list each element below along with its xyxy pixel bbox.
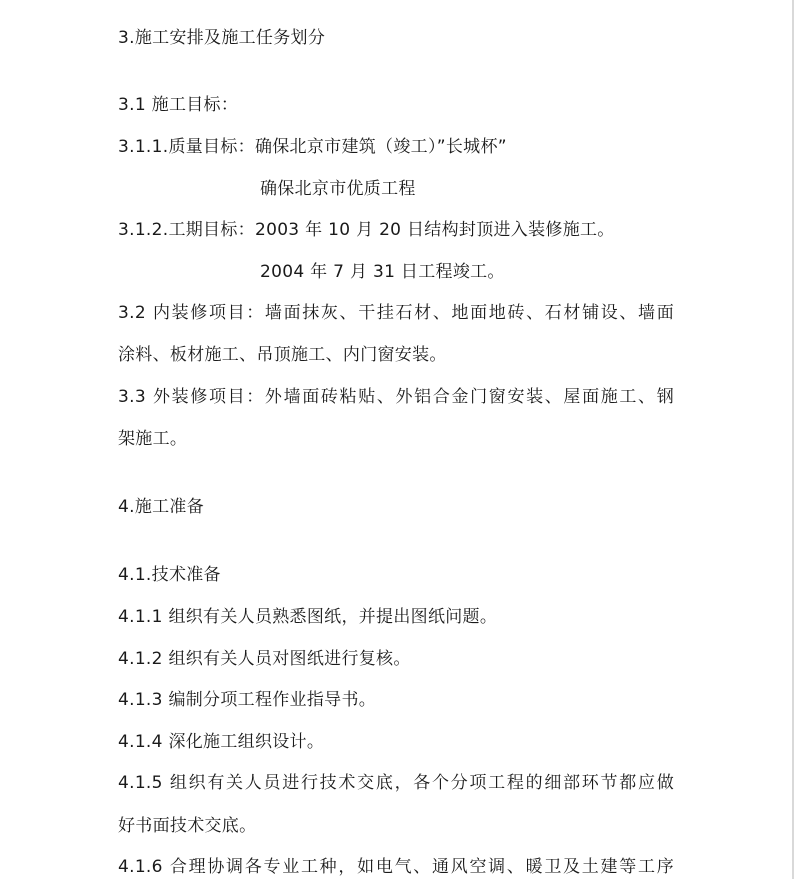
section-heading-4: 4.施工准备	[118, 497, 205, 517]
paragraph-3-3-continued: 架施工。	[118, 429, 188, 449]
paragraph-3-1-1: 3.1.1.质量目标：确保北京市建筑（竣工）”长城杯”	[118, 137, 507, 157]
subsection-4-1: 4.1.技术准备	[118, 565, 221, 585]
paragraph-3-1-1-continued: 确保北京市优质工程	[260, 179, 416, 199]
paragraph-3-1-2: 3.1.2.工期目标：2003 年 10 月 20 日结构封顶进入装修施工。	[118, 220, 615, 240]
item-4-1-2: 4.1.2 组织有关人员对图纸进行复核。	[118, 649, 411, 669]
paragraph-3-2: 3.2 内装修项目：墙面抹灰、干挂石材、地面地砖、石材铺设、墙面	[118, 303, 674, 323]
paragraph-3-1-2-continued: 2004 年 7 月 31 日工程竣工。	[260, 262, 505, 282]
item-4-1-6: 4.1.6 合理协调各专业工种，如电气、通风空调、暖卫及土建等工序	[118, 857, 674, 877]
item-4-1-3: 4.1.3 编制分项工程作业指导书。	[118, 690, 377, 710]
subsection-3-1: 3.1 施工目标：	[118, 95, 239, 115]
paragraph-3-2-continued: 涂料、板材施工、吊顶施工、内门窗安装。	[118, 345, 447, 365]
section-heading-3: 3.施工安排及施工任务划分	[118, 28, 326, 48]
item-4-1-5-continued: 好书面技术交底。	[118, 816, 257, 836]
item-4-1-4: 4.1.4 深化施工组织设计。	[118, 732, 325, 752]
item-4-1-5: 4.1.5 组织有关人员进行技术交底，各个分项工程的细部环节都应做	[118, 773, 674, 793]
item-4-1-1: 4.1.1 组织有关人员熟悉图纸，并提出图纸问题。	[118, 607, 498, 627]
paragraph-3-3: 3.3 外装修项目：外墙面砖粘贴、外铝合金门窗安装、屋面施工、钢	[118, 387, 674, 407]
